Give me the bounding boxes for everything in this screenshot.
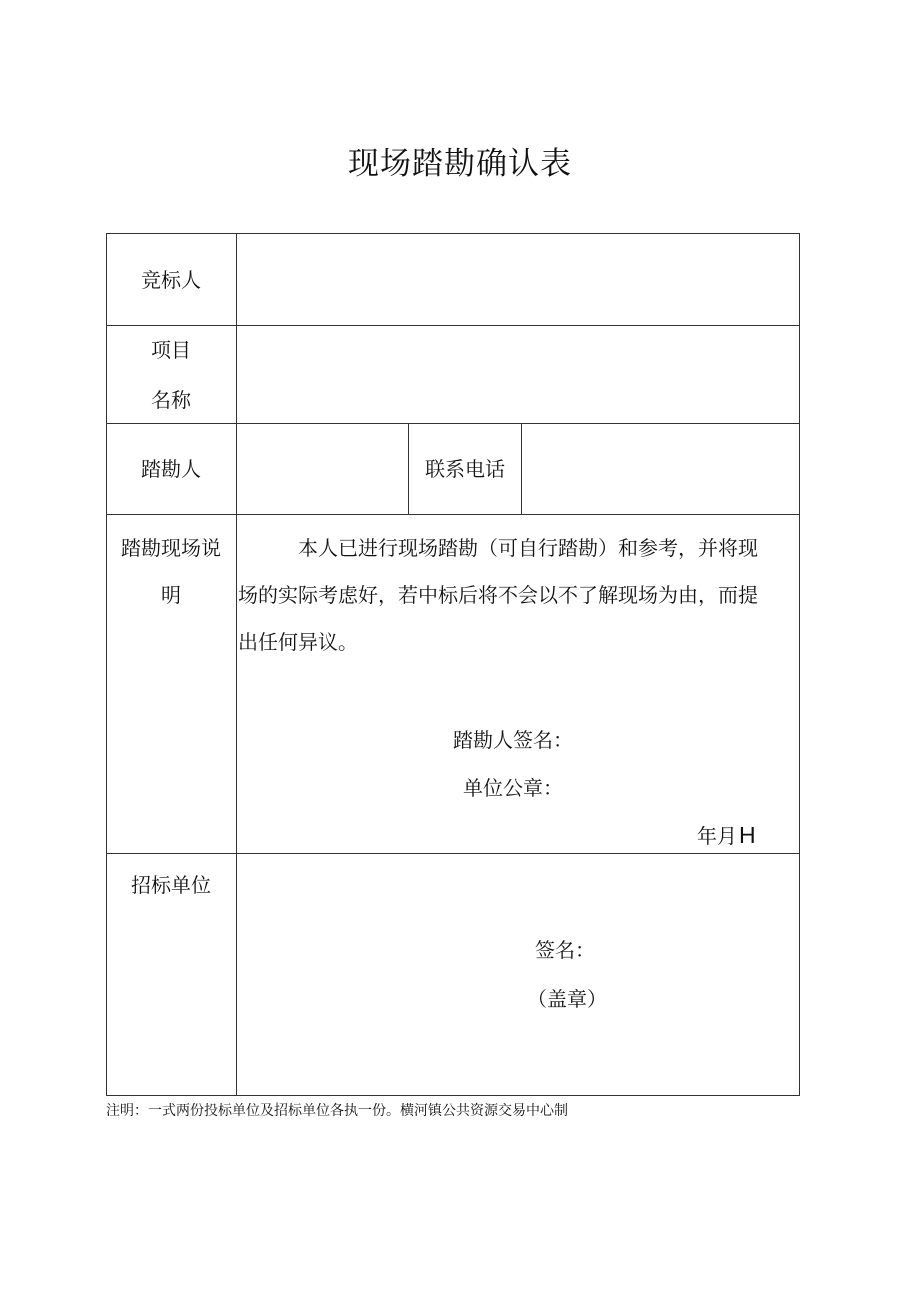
row-divider: [106, 514, 800, 515]
statement-text-line2: 场的实际考虑好，若中标后将不会以不了解现场为由，而提: [238, 583, 758, 607]
bidder-field[interactable]: [237, 234, 799, 325]
unit-seal-label: 单位公章：: [463, 776, 563, 800]
surveyor-field[interactable]: [237, 424, 408, 514]
date-label: [697, 822, 756, 849]
statement-label-line1: 踏勘现场说: [121, 536, 221, 560]
row-divider: [106, 853, 800, 854]
date-text: 年月: [697, 824, 737, 848]
page-title: 现场踏勘确认表: [348, 146, 572, 182]
statement-label-line2: 明: [161, 583, 181, 607]
phone-label: 联系电话: [425, 457, 505, 481]
tenderer-label: 招标单位: [131, 873, 211, 897]
tenderer-signature-label: 签名：: [535, 938, 595, 962]
statement-text-line3: 出任何异议。: [238, 630, 358, 654]
footnote: 注明：一式两份投标单位及招标单位各执一份。横河镇公共资源交易中心制: [106, 1103, 568, 1119]
surveyor-signature-label: 踏勘人签名：: [453, 728, 573, 752]
surveyor-label: 踏勘人: [141, 457, 201, 481]
tenderer-seal-label: （盖章）: [527, 987, 607, 1011]
date-suffix: H: [739, 822, 756, 848]
project-label-line1: 项目: [151, 338, 191, 362]
phone-field[interactable]: [522, 424, 799, 514]
statement-text-line1: 本人已进行现场踏勘（可自行踏勘）和参考，并将现: [298, 536, 758, 560]
project-name-field[interactable]: [237, 326, 799, 423]
bidder-label: 竞标人: [141, 268, 201, 292]
project-label-line2: 名称: [151, 388, 191, 412]
